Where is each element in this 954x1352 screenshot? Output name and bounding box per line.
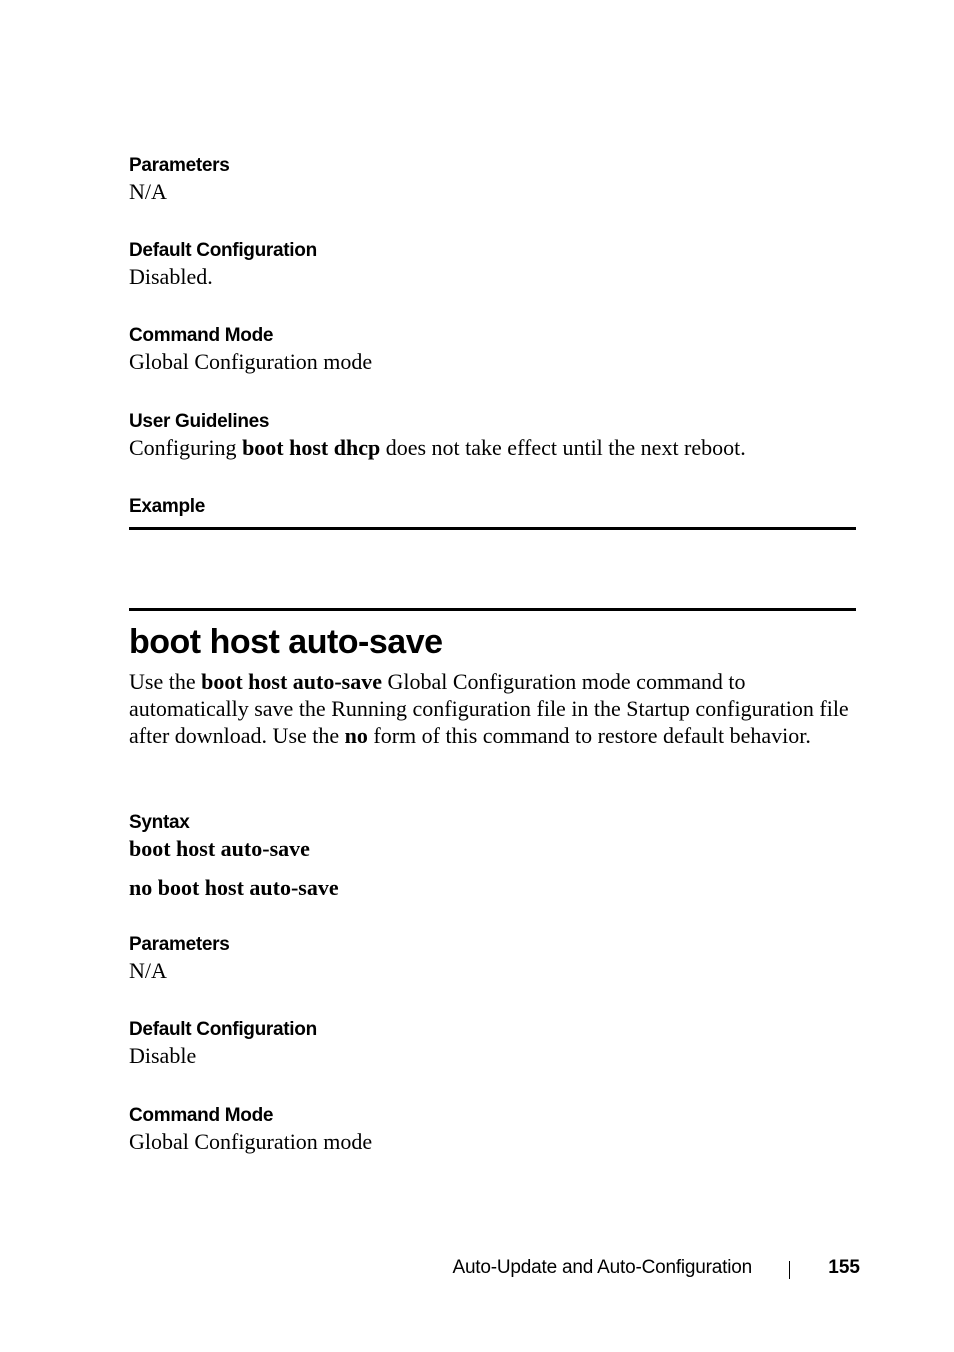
syntax-section [129,811,856,901]
description-part1: Use the [129,669,202,694]
footer-separator [789,1261,790,1279]
command-title: boot host auto-save [129,623,443,661]
command-top-divider [129,608,856,611]
page-footer [0,1254,954,1284]
command-mode-section-2 [129,1104,856,1155]
syntax-heading: Syntax [129,812,190,833]
user-guidelines-text-after: does not take effect until the next reboot. [380,435,746,460]
command-parameters-text: N/A [129,958,167,983]
description-part3: form of this command to restore default behavior. [367,723,811,748]
command-mode-heading-2: Command Mode [129,1105,274,1126]
description-no-keyword: no [344,723,368,748]
example-heading: Example [129,496,206,517]
default-configuration-heading: Default Configuration [129,240,317,261]
default-configuration-text: Disabled. [129,264,213,289]
command-mode-text: Global Configuration mode [129,349,373,374]
command-description-text [129,668,856,749]
default-configuration-section [129,239,856,290]
command-mode-section [129,324,856,375]
command-default-configuration-text: Disable [129,1043,197,1068]
command-default-configuration-section [129,1018,856,1069]
user-guidelines-text [129,434,856,461]
command-mode-text-2: Global Configuration mode [129,1129,373,1154]
syntax-line-2: no boot host auto-save [129,875,339,900]
command-parameters-section [129,933,856,984]
command-description [129,668,856,749]
command-mode-heading: Command Mode [129,325,274,346]
user-guidelines-section [129,410,856,461]
user-guidelines-text-before: Configuring [129,435,243,460]
example-section [129,495,856,519]
example-divider [129,527,856,530]
syntax-line-1: boot host auto-save [129,836,310,861]
command-section [129,622,856,662]
command-parameters-heading: Parameters [129,934,230,955]
parameters-text: N/A [129,179,167,204]
command-default-configuration-heading: Default Configuration [129,1019,317,1040]
parameters-section [129,154,856,205]
description-command: boot host auto-save [201,669,382,694]
description-part2: Global Configuration mode command to automatically save the Running configuration file in the Startup configuration file after download. Use the [129,669,849,748]
user-guidelines-heading: User Guidelines [129,411,270,432]
parameters-heading: Parameters [129,155,230,176]
footer-section-title: Auto-Update and Auto-Configuration [452,1257,752,1278]
user-guidelines-command: boot host dhcp [242,435,381,460]
page-number: 155 [828,1257,860,1278]
